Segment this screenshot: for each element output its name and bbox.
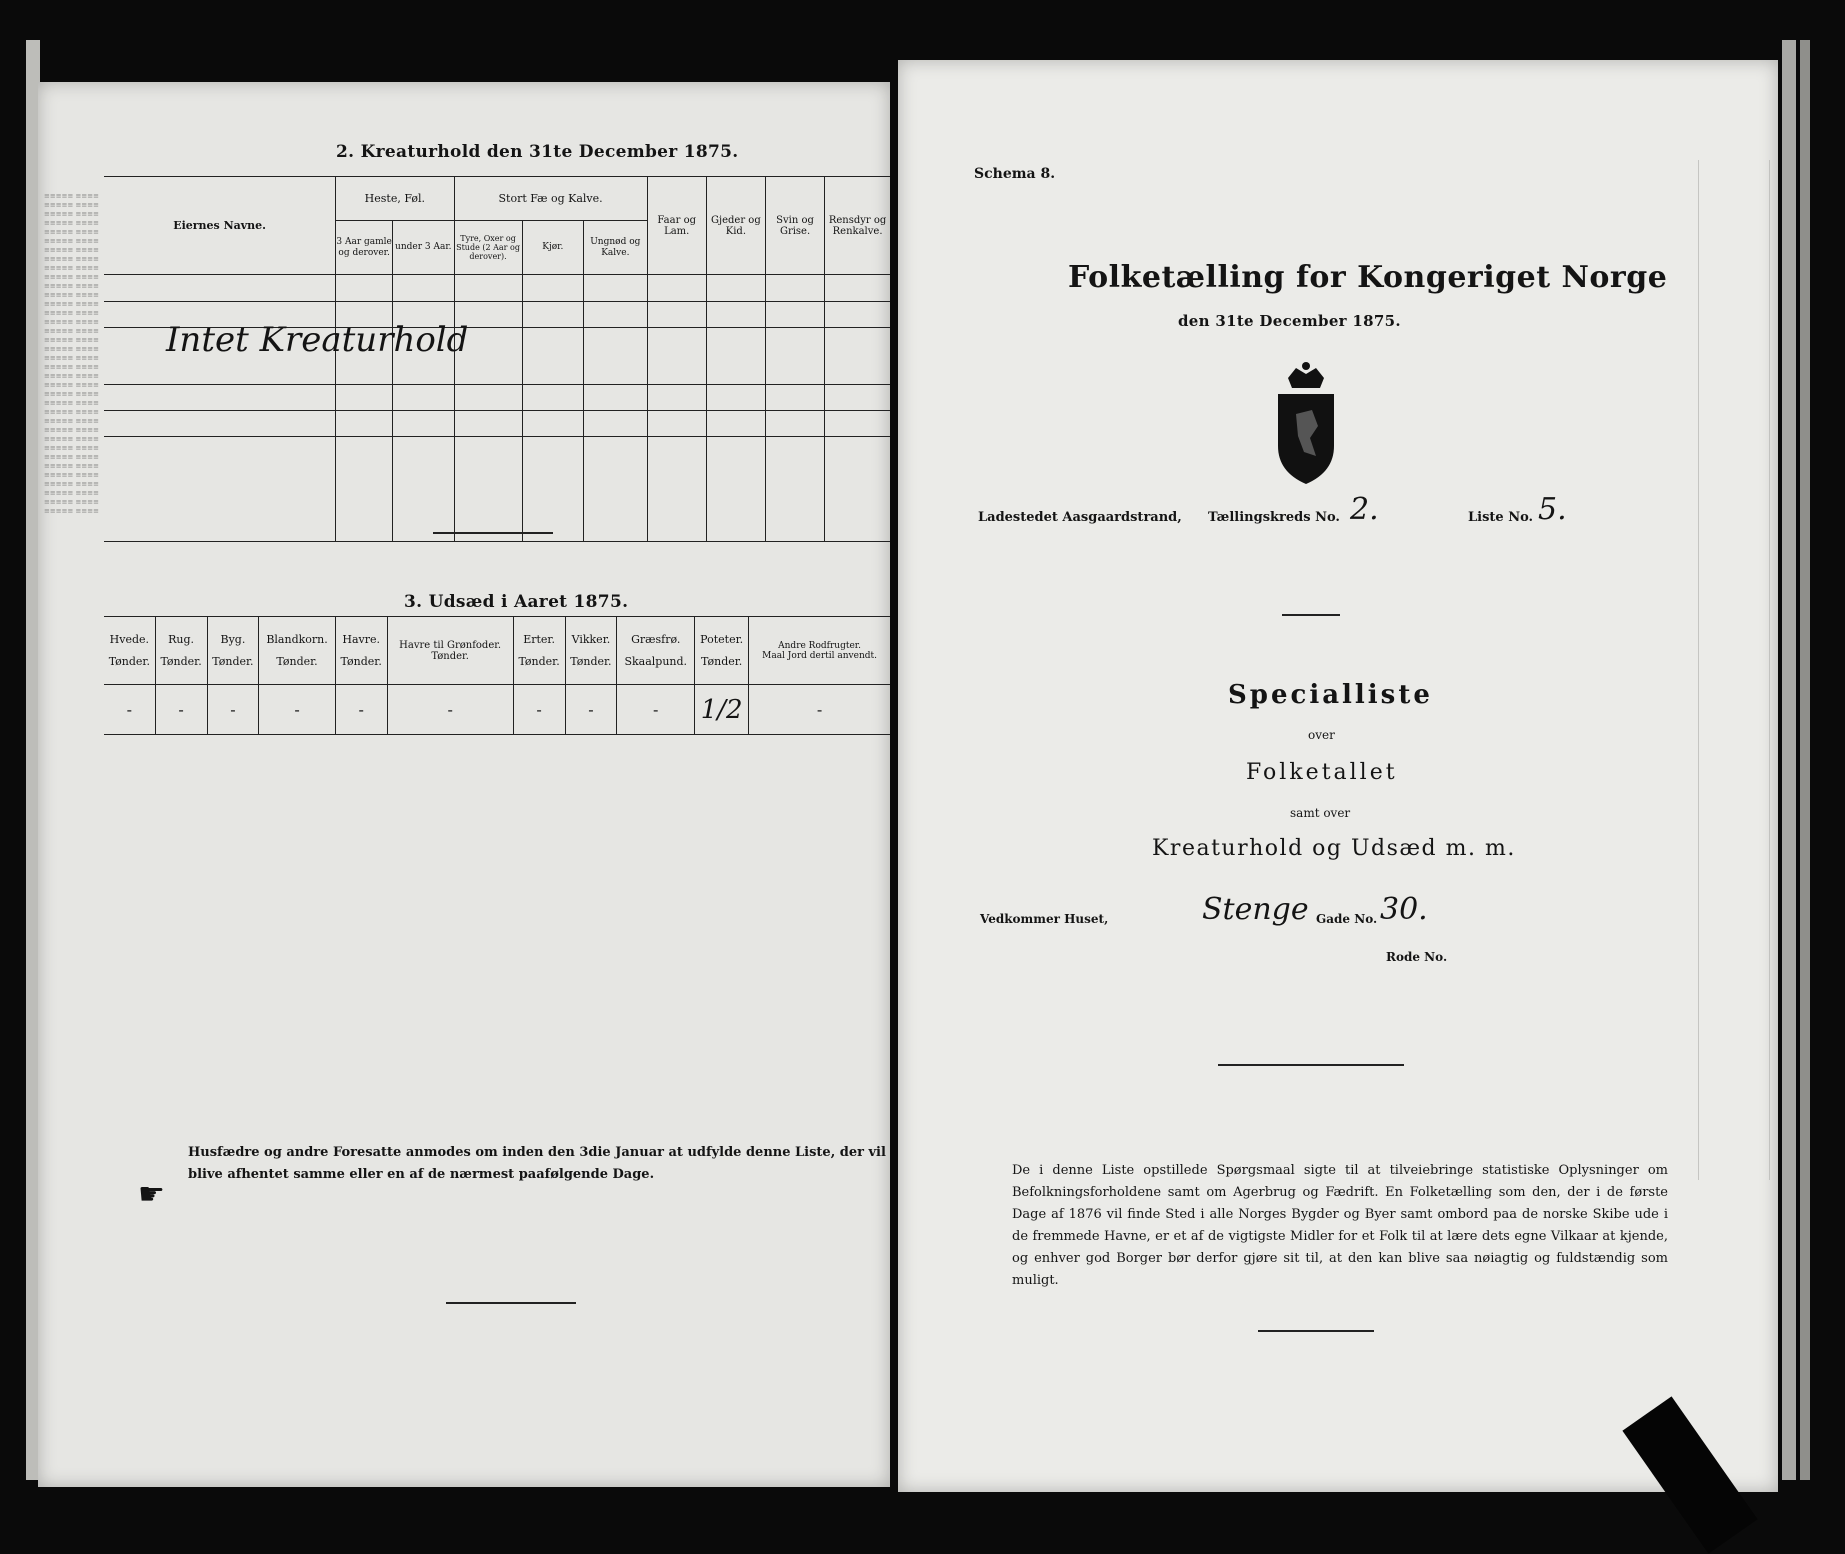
house-label: Vedkommer Huset, (980, 912, 1109, 926)
sowing-header-0: Hvede. Tønder. (104, 617, 155, 685)
livestock-section-title: 2. Kreaturhold den 31te December 1875. (336, 142, 739, 162)
sowing-section-title: 3. Udsæd i Aaret 1875. (404, 592, 629, 612)
samt-over: samt over (1290, 806, 1351, 820)
owner-name-header: Eiernes Navne. (104, 177, 336, 275)
sowing-value-9: 1/2 (695, 685, 749, 735)
census-main-title: Folketælling for Kongeriget Norge (1068, 260, 1668, 295)
sowing-header-2: Byg. Tønder. (207, 617, 259, 685)
sowing-value-5: - (387, 685, 513, 735)
street-number: 30. (1380, 892, 1428, 927)
pointing-hand-icon: ☛ (138, 1177, 165, 1212)
sowing-header-4: Havre. Tønder. (335, 617, 387, 685)
district-number: 2. (1350, 492, 1379, 527)
list-number: 5. (1538, 492, 1567, 527)
sowing-header-8: Græsfrø. Skaalpund. (617, 617, 695, 685)
schema-label: Schema 8. (974, 166, 1056, 182)
livestock-and-sowing-title: Kreaturhold og Udsæd m. m. (1152, 836, 1516, 861)
livestock-handwritten-entry: Intet Kreaturhold (166, 320, 469, 360)
right-page (898, 60, 1778, 1492)
bulls-header: Tyre, Oxer og Stude (2 Aar og derover). (454, 220, 522, 275)
street-label: Gade No. (1316, 912, 1378, 926)
sowing-value-8: - (617, 685, 695, 735)
place-label: Ladestedet Aasgaardstrand, (978, 510, 1182, 525)
bottom-rule (446, 1302, 576, 1304)
list-label: Liste No. (1468, 510, 1534, 525)
sowing-value-1: - (155, 685, 207, 735)
sowing-header-10: Andre Rodfrugter. Maal Jord dertil anvendt. (749, 617, 890, 685)
goats-header: Gjeder og Kid. (706, 177, 765, 275)
district-label: Tællingskreds No. (1208, 510, 1340, 525)
reindeer-header: Rensdyr og Renkalve. (825, 177, 890, 275)
sowing-header-9: Poteter. Tønder. (695, 617, 749, 685)
sowing-value-0: - (104, 685, 155, 735)
young-calves-header: Ungnød og Kalve. (584, 220, 648, 275)
separator-rule (433, 532, 553, 534)
sowing-value-6: - (513, 685, 565, 735)
separator-rule-2 (1218, 1064, 1404, 1066)
page-edge-right-2 (1800, 40, 1810, 1480)
horses-under3-header: under 3 Aar. (393, 220, 454, 275)
sowing-value-2: - (207, 685, 259, 735)
pigs-header: Svin og Grise. (765, 177, 824, 275)
sowing-value-10: - (749, 685, 890, 735)
sowing-header-3: Blandkorn. Tønder. (259, 617, 335, 685)
population-title: Folketallet (1246, 760, 1398, 785)
faint-edge-table (1698, 160, 1770, 1180)
separator-rule-1 (1282, 614, 1340, 616)
faint-instructions-column: ≡≡≡≡≡ ≡≡≡≡ ≡≡≡≡≡ ≡≡≡≡ ≡≡≡≡≡ ≡≡≡≡ ≡≡≡≡≡ ≡≡≡≡ ≡≡≡≡≡ ≡≡≡≡ ≡≡≡≡≡ ≡≡≡≡ ≡≡≡≡≡ ≡≡≡≡ ≡≡≡≡≡ ≡≡≡≡ ≡≡≡≡≡ ≡≡≡≡ ≡≡≡≡≡ ≡≡≡≡ ≡≡≡≡≡ ≡≡≡≡ ≡≡≡≡≡ ≡≡≡≡ ≡≡≡≡≡ ≡≡≡≡ ≡≡≡≡≡ ≡≡≡≡ ≡≡≡≡≡ ≡≡≡≡ ≡≡≡≡≡ ≡≡≡≡ ≡≡≡≡≡ ≡≡≡≡ ≡≡≡≡≡ ≡≡≡≡ ≡≡≡≡≡ ≡≡≡≡ ≡≡≡≡≡ ≡≡≡≡ ≡≡≡≡≡ ≡≡≡≡ ≡≡≡≡≡ ≡≡≡≡ ≡≡≡≡≡ ≡≡≡≡ ≡≡≡≡≡ ≡≡≡≡ ≡≡≡≡≡ ≡≡≡≡ ≡≡≡≡≡ ≡≡≡≡ ≡≡≡≡≡ ≡≡≡≡ ≡≡≡≡≡ ≡≡≡≡ ≡≡≡≡≡ ≡≡≡≡ ≡≡≡≡≡ ≡≡≡≡ ≡≡≡≡≡ ≡≡≡≡ ≡≡≡≡≡ ≡≡≡≡ ≡≡≡≡≡ ≡≡≡≡ ≡≡≡≡≡ ≡≡≡≡ ≡≡≡≡≡ ≡≡≡≡ ≡≡≡≡≡ ≡≡≡≡ (44, 192, 100, 515)
sheep-header: Faar og Lam. (647, 177, 706, 275)
sowing-header-7: Vikker. Tønder. (565, 617, 617, 685)
left-page (38, 82, 890, 1487)
page-edge-right (1782, 40, 1796, 1480)
sowing-header-1: Rug. Tønder. (155, 617, 207, 685)
special-list-title: Specialliste (1228, 680, 1433, 710)
census-date: den 31te December 1875. (1178, 312, 1401, 330)
street-name: Stenge (1202, 892, 1309, 927)
horses-header: Heste, Føl. (336, 177, 454, 221)
over-1: over (1308, 728, 1335, 742)
sowing-header-6: Erter. Tønder. (513, 617, 565, 685)
sowing-value-3: - (259, 685, 335, 735)
horses-3plus-header: 3 Aar gamle og derover. (336, 220, 393, 275)
coat-of-arms-icon (1266, 360, 1346, 490)
sowing-value-7: - (565, 685, 617, 735)
sowing-table (104, 616, 890, 735)
notice-text: Husfædre og andre Foresatte anmodes om inden den 3die Januar at udfylde denne Liste, der vil blive afhentet samme eller en af de nærmest paafølgende Dage. (188, 1145, 886, 1182)
explanatory-paragraph: De i denne Liste opstillede Spørgsmaal sigte til at tilveiebringe statistiske Oplysninger om Befolkningsforholdene samt om Agerbrug og Fædrift. En Folketælling som den, der i de første Dage af 1876 vil finde Sted i alle Norges Bygder og Byer samt ombord paa de norske Skibe ude i de fremmede Havne, er et af de vigtigste Midler for et Folk til at lære dets egne Vilkaar at kjende, og enhver god Borger bør derfor gjøre sit til, at den kan blive saa nøiagtig og fuldstændig som muligt. (1012, 1163, 1668, 1288)
cattle-header: Stort Fæ og Kalve. (454, 177, 647, 221)
rode-label: Rode No. (1386, 950, 1448, 964)
sowing-header-5: Havre til Grønfoder. Tønder. (387, 617, 513, 685)
separator-rule-3 (1258, 1330, 1374, 1332)
cows-header: Kjør. (522, 220, 583, 275)
sowing-value-4: - (335, 685, 387, 735)
